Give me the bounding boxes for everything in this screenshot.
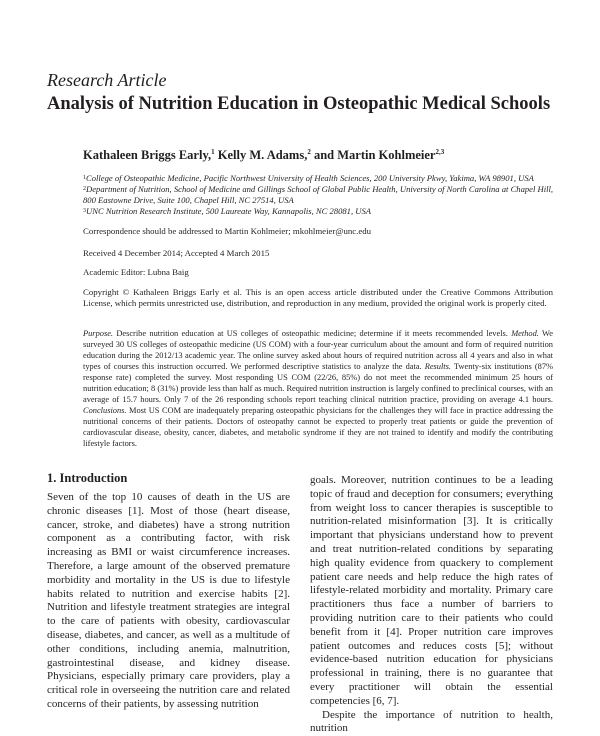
author-name: and Martin Kohlmeier (313, 148, 436, 163)
abstract (83, 328, 553, 449)
author-affiliation-marker: 2,3 (435, 148, 445, 156)
body-paragraph: Seven of the top 10 causes of death in the US are chronic diseases [1]. Most of those (heart disease, cancer, stroke, and diabetes) have a strong nutrition component as a contributing factor, with risk increasing as BMI or waist circumference increases. Therefore, a large amount of the observed premature morbidity and mortality in the US is due to lifestyle habits related to nutrition and exercise habits [2]. Nutrition and lifestyle treatment strategies are integral to the care of patients with obesity, cardiovascular disease, diabetes, and cancer, as well as a multitude of other conditions, including anemia, malnutrition, gastrointestinal disease, and kidney disease. Physicians, especially primary care providers, play a critical role in overseeing the nutrition care and related concerns of their patients, by assessing nutrition (47, 491, 290, 710)
abstract-purpose-label: Purpose. (83, 329, 114, 338)
abstract-results-label: Results. (424, 362, 451, 371)
author-list (83, 148, 444, 163)
affiliation-number: 2 (83, 186, 86, 192)
affiliation-text: Department of Nutrition, School of Medicine and Gillings School of Global Public Health, University of North Carolina at Chapel Hill, 800 Eastowne Drive, Suite 100, Chapel Hill, NC 27514, USA (83, 184, 554, 205)
affiliation-number: 3 (83, 208, 86, 214)
article-title: Analysis of Nutrition Education in Osteopathic Medical Schools (47, 94, 551, 114)
article-type: Research Article (47, 70, 167, 90)
body-paragraph: Despite the importance of nutrition to health, nutrition (310, 708, 553, 735)
affiliation-text: UNC Nutrition Research Institute, 500 Laureate Way, Kannapolis, NC 28081, USA (86, 206, 372, 216)
received-dates: Received 4 December 2014; Accepted 4 March 2015 (83, 248, 270, 258)
left-column (47, 491, 290, 712)
affiliation-text: College of Osteopathic Medicine, Pacific Northwest University of Health Sciences, 200 University Pkwy, Yakima, WA 98901, USA (86, 173, 534, 183)
abstract-method-label: Method. (511, 329, 539, 338)
author-name: Kelly M. Adams, (217, 148, 308, 163)
section-heading: 1. Introduction (47, 471, 128, 485)
affiliation (83, 206, 563, 217)
affiliation (83, 173, 563, 184)
affiliation (83, 184, 563, 206)
author-name: Kathaleen Briggs Early, (83, 148, 212, 163)
abstract-results: Twenty-six institutions (87% response rate) completed the survey. Most responding US COM (22/26, 85%) do not meet the recommended minimum 25 hours of nutrition education; 8 (31%) provide less than half as much. Required nutrition instruction is largely confined to preclinical courses, with an average of 15.7 hours. Only 7 of the 26 responding schools report teaching clinical nutrition practice, providing on average 4.1 hours. (83, 362, 553, 404)
author-affiliation-marker: 1 (211, 148, 215, 156)
correspondence: Correspondence should be addressed to Martin Kohlmeier; mkohlmeier@unc.edu (83, 226, 372, 236)
abstract-conclusions: Most US COM are inadequately preparing osteopathic physicians for the challenges they will face in practice addressing the nutritional concerns of their patients. Doctors of osteopathy cannot be expected to properly treat patients or guide the prevention of cardiovascular disease, obesity, cancer, diabetes, and metabolic syndrome if they are not trained to identify and modify the contributing lifestyle factors. (83, 406, 553, 448)
academic-editor: Academic Editor: Lubna Baig (83, 267, 189, 277)
abstract-conclusions-label: Conclusions. (83, 406, 127, 415)
body-paragraph: goals. Moreover, nutrition continues to be a leading topic of fraud and deception for consumers; everything from weight loss to cancer therapies is susceptible to nutrition-related misinformation [3]. It is critically important that physicians understand how to prevent and treat nutrition-related conditions by separating high quality evidence from quackery to complement patient care needs and help reduce the high rates of lifestyle-related morbidity and mortality. Primary care practitioners thus face a number of barriers to providing nutrition care to their patients who could benefit from it [4]. Proper nutrition care improves patient outcomes and reduces costs [5]; without evidence-based nutrition education for physicians professional in training, there is no guarantee that every practitioner will obtain the essential competencies [6, 7]. (310, 474, 553, 707)
right-column (310, 474, 553, 736)
affiliation-number: 1 (83, 175, 86, 181)
copyright-notice: Copyright © Kathaleen Briggs Early et al. This is an open access article distributed under the Creative Commons Attribution License, which permits unrestricted use, distribution, and reproduction in any medium, provided the original work is properly cited. (83, 287, 553, 308)
author-affiliation-marker: 2 (307, 148, 311, 156)
abstract-purpose: Describe nutrition education at US colleges of osteopathic medicine; determine if it meets recommended levels. (113, 329, 512, 338)
abstract-method: We surveyed 30 US colleges of osteopathic medicine (US COM) with a four-year curriculum about the amount and form of required nutrition education during the 2012/13 academic year. The online survey asked about hours of required nutrition across all 4 years and also in what types of courses this instruction occurred. We performed descriptive statistics to analyze the data. (83, 329, 553, 371)
